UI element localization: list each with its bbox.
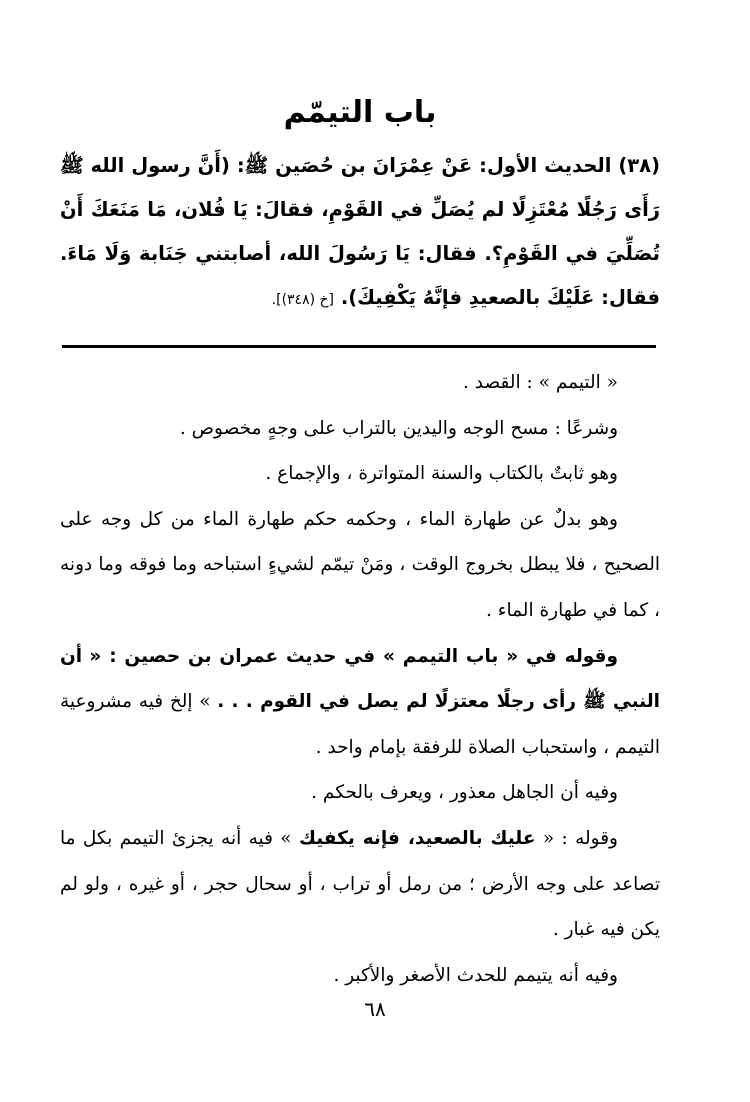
- commentary-paragraph-1: « التيمم » : القصد .: [463, 372, 618, 393]
- chapter-title: باب التيمّم: [283, 95, 437, 130]
- hadith-text-block: [60, 144, 660, 322]
- commentary-paragraph-7-quote: عليك بالصعيد، فإنه يكفيك: [298, 827, 536, 849]
- commentary-paragraph-5: [60, 634, 660, 771]
- commentary-paragraph-7: [60, 816, 660, 953]
- hadith-text: (٣٨) الحديث الأول: عَنْ عِمْرَانَ بن حُصَين ﷺ: (أَنَّ رسول الله ﷺ رَأَى رَجُلًا مُعْتَزِلًا لم يُصَلِّ في القَوْمِ، فقالَ: يَا فُلان، مَا مَنَعَكَ أَنْ تُصَلِّيَ في القَوْمِ؟. فقال: يَا رَسُولَ الله، أصابتني جَنَابة وَلَا مَاءَ. فقال: عَلَيْكَ بالصعيدِ فإنَّهُ يَكْفِيكَ).: [60, 154, 660, 309]
- commentary-paragraph-7-intro: وقوله : «: [542, 827, 618, 849]
- commentary-paragraph-4: وهو بدلٌ عن طهارة الماء ، وحكمه حكم طهارة الماء من كل وجه على الصحيح ، فلا يبطل بخروج الوقت ، ومَنْ تيمّم لشيءٍ استباحه وما فوقه وما دونه ، كما في طهارة الماء .: [60, 508, 660, 621]
- commentary-paragraph-2: وشرعًا : مسح الوجه واليدين بالتراب على وجهٍ مخصوص .: [179, 417, 618, 439]
- commentary-paragraph-6: وفيه أن الجاهل معذور ، ويعرف بالحكم .: [311, 782, 618, 804]
- commentary-paragraph-5-quote: أن النبي ﷺ رأى رجلًا معتزلًا لم يصل في القوم . . .: [60, 645, 660, 713]
- commentary-paragraph-3: وهو ثابتٌ بالكتاب والسنة المتواترة ، والإجماع .: [265, 463, 618, 485]
- hadith-section: [60, 88, 660, 322]
- commentary-paragraph-8: وفيه أنه يتيمم للحدث الأصغر والأكبر .: [333, 964, 618, 986]
- commentary-section: [60, 360, 660, 998]
- commentary-paragraph-5-rest: » إلخ فيه مشروعية التيمم ، واستحباب الصلاة للرفقة بإمام واحد .: [60, 691, 660, 758]
- page-number: ٦٨: [364, 997, 386, 1021]
- section-divider: [62, 345, 656, 348]
- commentary-paragraph-5-intro: وقوله في « باب التيمم » في حديث عمران بن حصين : «: [89, 645, 618, 667]
- commentary-paragraph-7-rest: » فيه أنه يجزئ التيمم بكل ما تصاعد على وجه الأرض ؛ من رمل أو تراب ، أو سحال حجر ، أو غيره ، ولو لم يكن فيه غبار .: [60, 827, 660, 941]
- hadith-reference: [خ (٣٤٨)].: [271, 292, 335, 308]
